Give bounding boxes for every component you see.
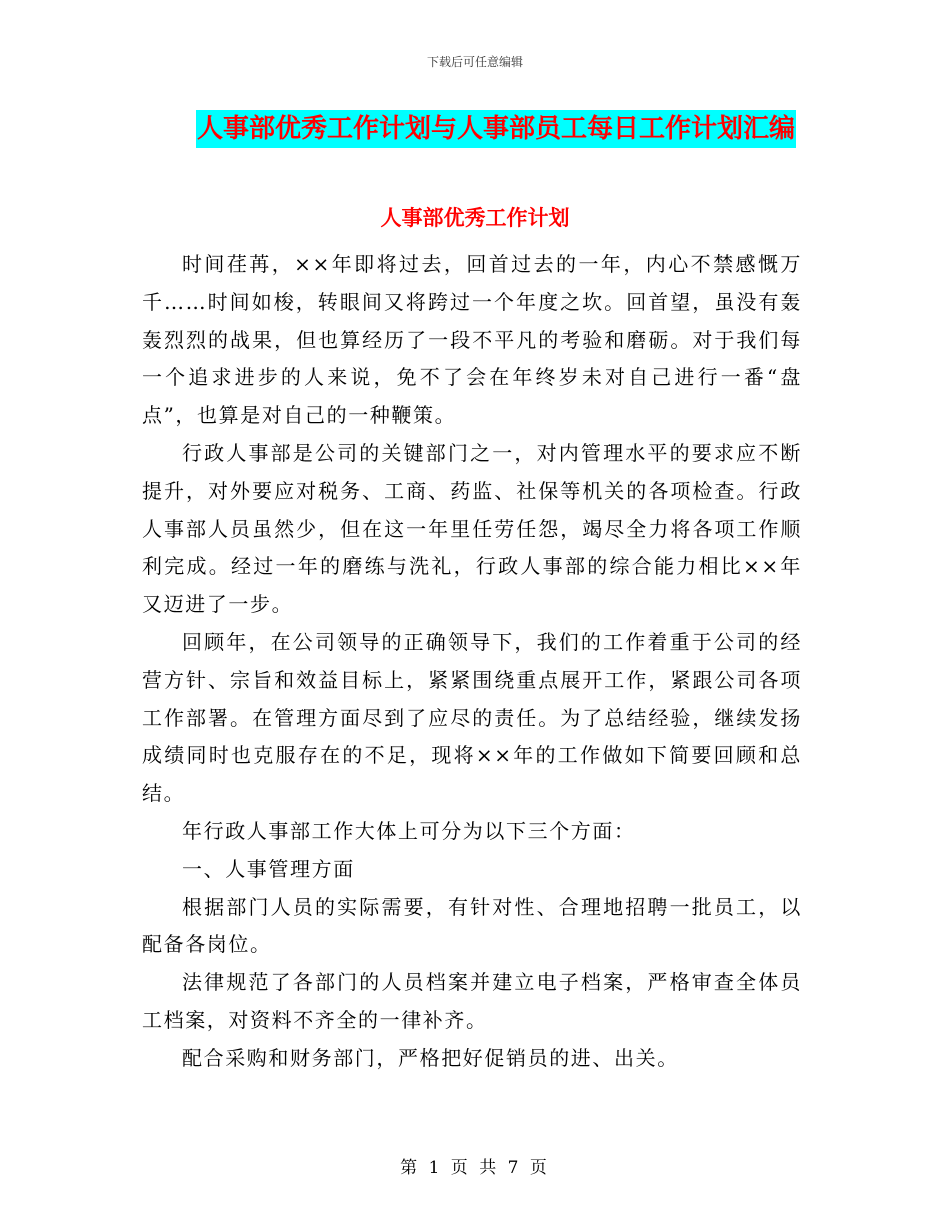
main-title-container [196,110,796,148]
main-title: 人事部优秀工作计划与人事部员工每日工作计划汇编 [196,110,796,148]
paragraph-8: 配合采购和财务部门，严格把好促销员的进、出关。 [182,1045,679,1070]
header-note: 下载后可任意编辑 [426,55,523,69]
paragraph-2: 行政人事部是公司的关键部门之一，对内管理水平的要求应不断提升，对外要应对税务、工商、药监、社保等机关的各项检查。行政人事部人员虽然少，但在这一年里任劳任怨，竭尽全力将各项工作顺利完成。经过一年的磨练与洗礼，行政人事部的综合能力相比××年又迈进了一步。 [142,440,802,617]
paragraph-5-heading: 一、人事管理方面 [182,856,355,881]
paragraph-1: 时间荏苒，××年即将过去，回首过去的一年，内心不禁感慨万千……时间如梭，转眼间又将跨过一个年度之坎。回首望，虽没有轰轰烈烈的战果，但也算经历了一段不平凡的考验和磨砺。对于我们每一个追求进步的人来说，免不了会在年终岁未对自己进行一番“盘点”，也算是对自己的一种鞭策。 [142,252,802,428]
page-number-footer: 第 1 页 共 7 页 [400,1158,550,1178]
paragraph-7: 法律规范了各部门的人员档案并建立电子档案，严格审查全体员工档案，对资料不齐全的一律补齐。 [142,970,802,1032]
document-body [142,246,802,1078]
paragraph-6: 根据部门人员的实际需要，有针对性、合理地招聘一批员工，以配备各岗位。 [142,894,802,957]
paragraph-4: 年行政人事部工作大体上可分为以下三个方面： [182,818,636,843]
paragraph-3: 回顾年，在公司领导的正确领导下，我们的工作着重于公司的经营方针、宗旨和效益目标上，紧紧围绕重点展开工作，紧跟公司各项工作部署。在管理方面尽到了应尽的责任。为了总结经验，继续发扬成绩同时也克服存在的不足，现将××年的工作做如下简要回顾和总结。 [142,629,802,806]
section-title: 人事部优秀工作计划 [380,206,570,230]
